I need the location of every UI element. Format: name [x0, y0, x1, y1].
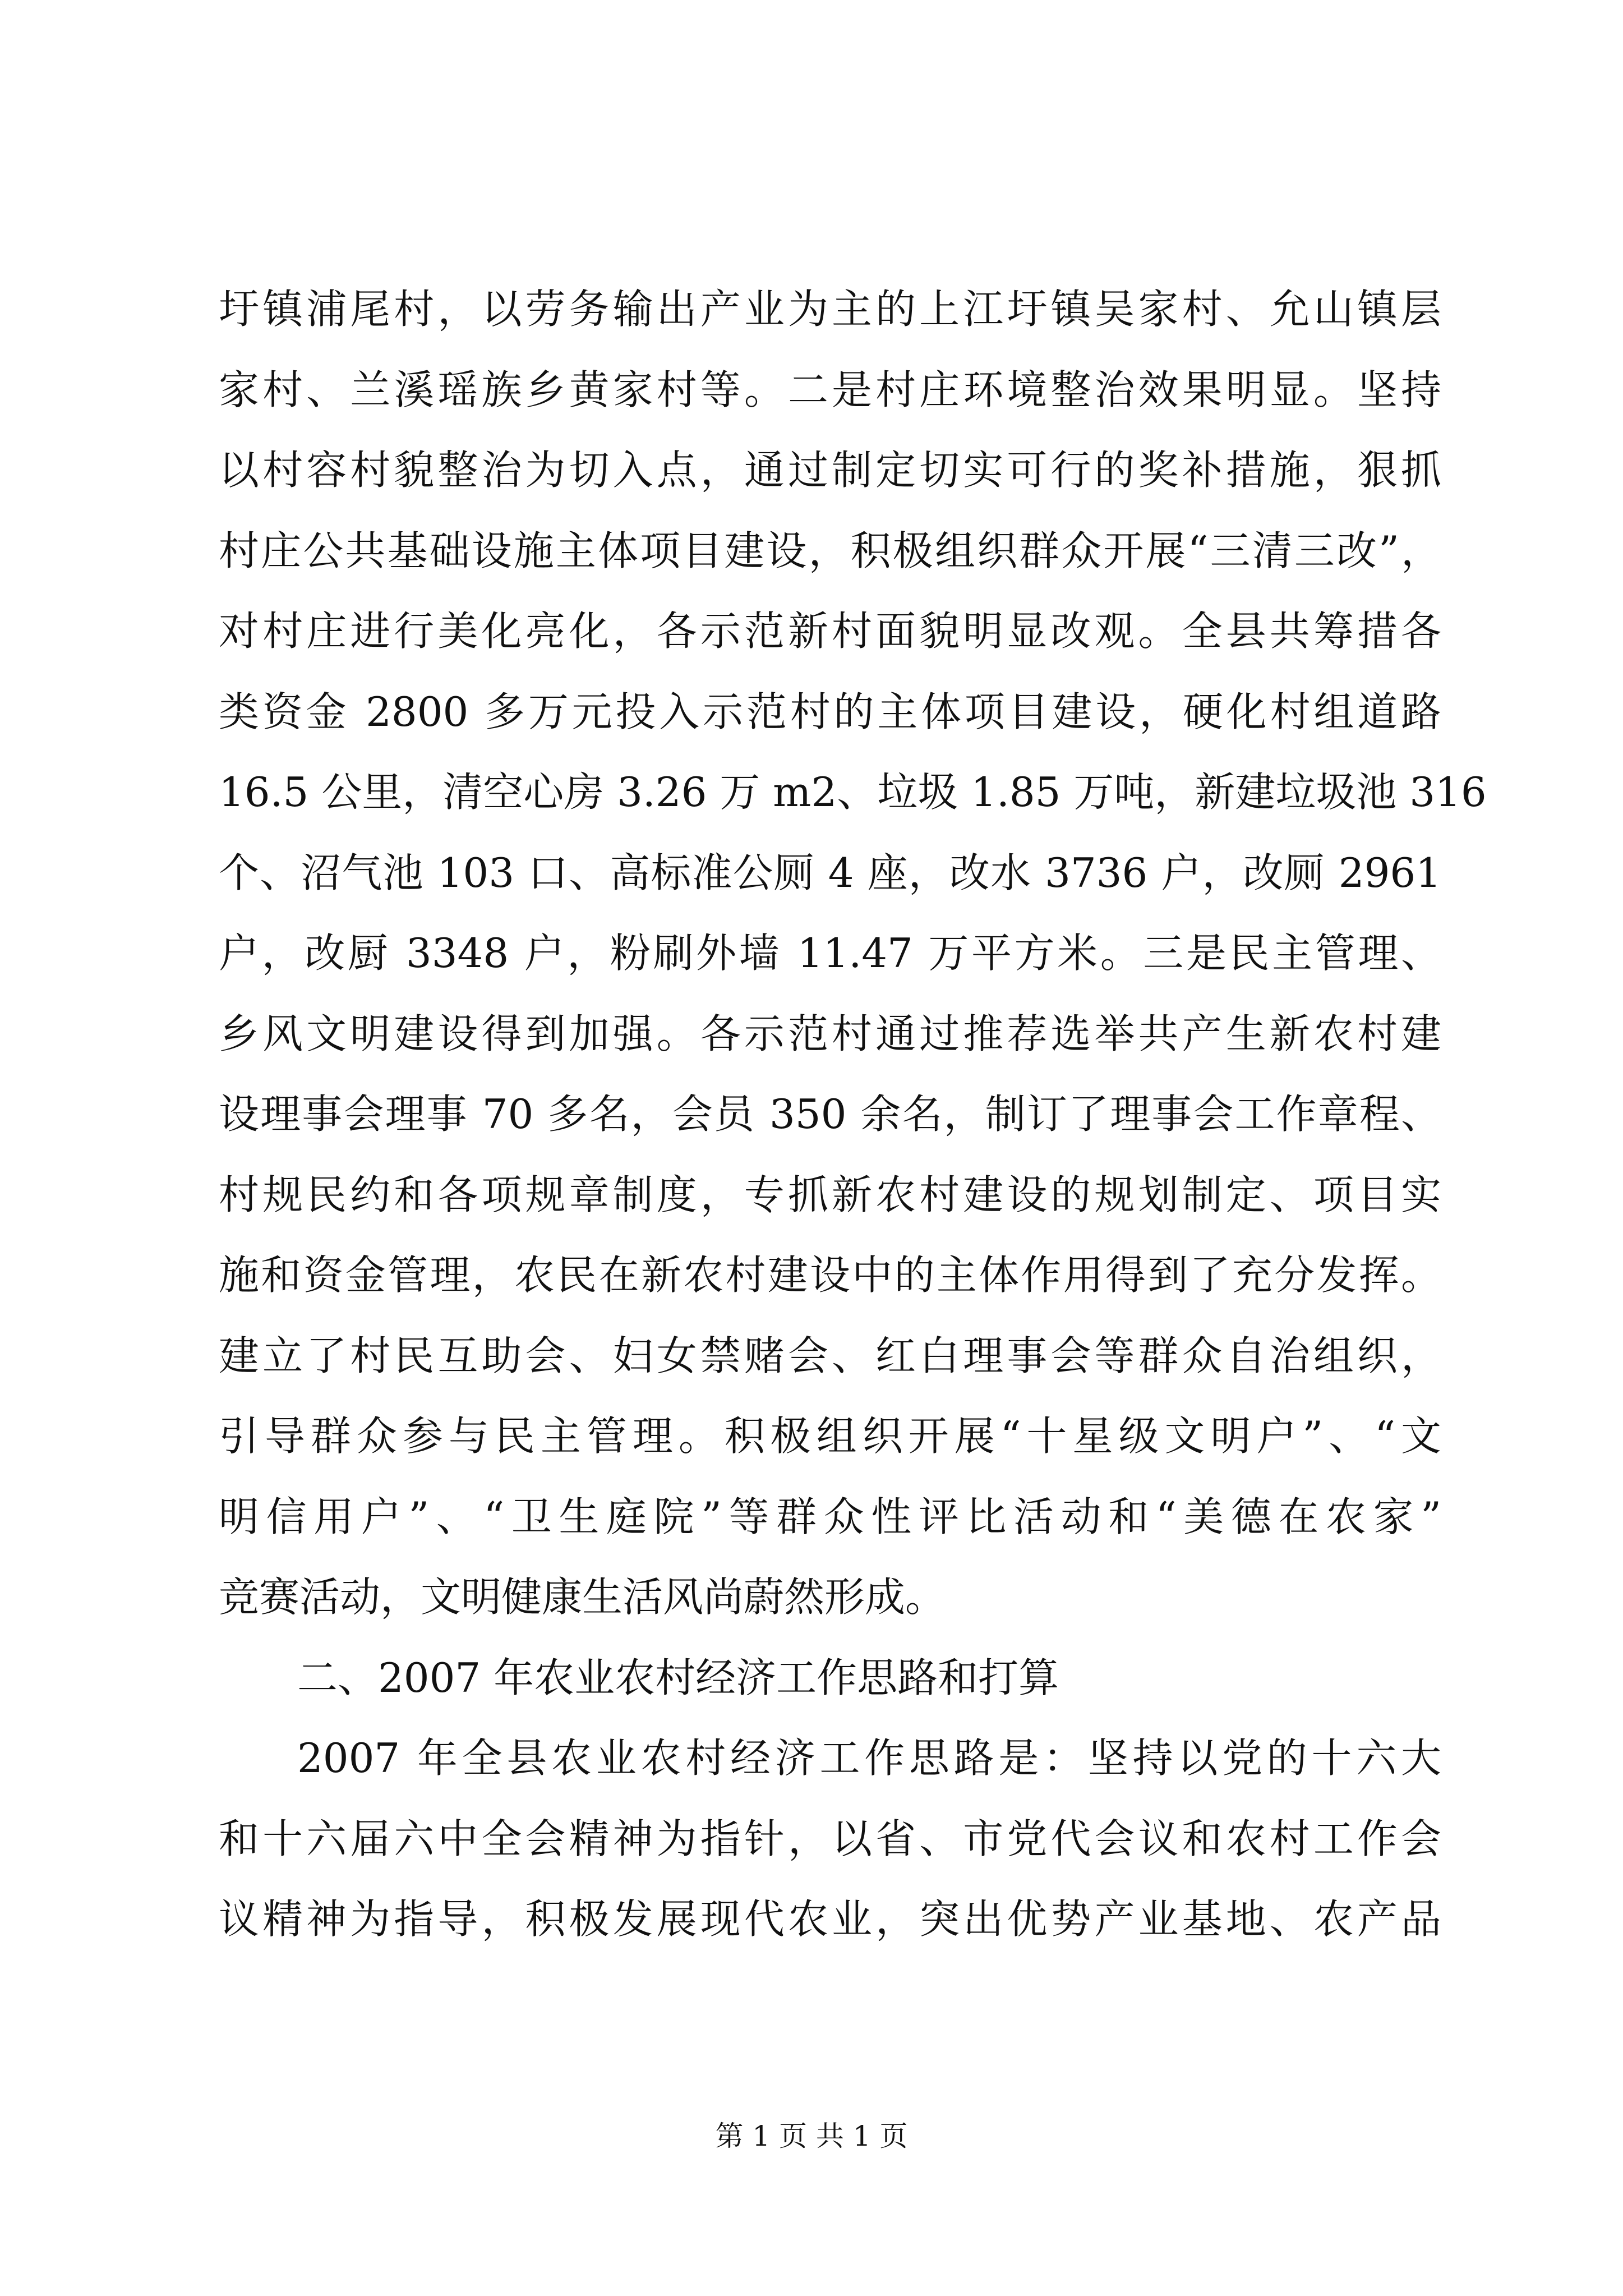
text-line: 以村容村貌整治为切入点，通过制定切实可行的奖补措施，狠抓	[219, 447, 1441, 494]
text-line: 设理事会理事 70 多名，会员 350 余名，制订了理事会工作章程、	[219, 1091, 1441, 1138]
section-heading: 二、2007 年农业农村经济工作思路和打算	[297, 1654, 1059, 1701]
text-line: 类资金 2800 多万元投入示范村的主体项目建设，硬化村组道路	[219, 688, 1441, 735]
page-footer	[0, 2119, 1623, 2153]
text-line: 村规民约和各项规章制度，专抓新农村建设的规划制定、项目实	[219, 1171, 1441, 1218]
text-line: 村庄公共基础设施主体项目建设，积极组织群众开展“三清三改”，	[219, 527, 1441, 574]
text-line: 明信用户”、“卫生庭院”等群众性评比活动和“美德在农家”	[219, 1493, 1441, 1540]
text-line: 乡风文明建设得到加强。各示范村通过推荐选举共产生新农村建	[219, 1010, 1441, 1057]
text-line: 施和资金管理，农民在新农村建设中的主体作用得到了充分发挥。	[219, 1251, 1441, 1299]
text-line: 引导群众参与民主管理。积极组织开展“十星级文明户”、“文	[219, 1412, 1441, 1460]
page-number-label: 第 1 页 共 1 页	[715, 2120, 908, 2152]
text-line: 个、沼气池 103 口、高标准公厕 4 座，改水 3736 户，改厕 2961	[219, 849, 1441, 896]
text-line: 建立了村民互助会、妇女禁赌会、红白理事会等群众自治组织，	[219, 1332, 1441, 1379]
text-line: 2007 年全县农业农村经济工作思路是：坚持以党的十六大	[297, 1734, 1441, 1782]
text-line: 16.5 公里，清空心房 3.26 万 m2、垃圾 1.85 万吨，新建垃圾池 316	[219, 769, 1487, 816]
text-line: 家村、兰溪瑶族乡黄家村等。二是村庄环境整治效果明显。坚持	[219, 366, 1441, 413]
text-line: 和十六届六中全会精神为指针，以省、市党代会议和农村工作会	[219, 1815, 1441, 1862]
text-line: 对村庄进行美化亮化，各示范新村面貌明显改观。全县共筹措各	[219, 608, 1441, 655]
text-line: 圩镇浦尾村，以劳务输出产业为主的上江圩镇吴家村、允山镇层	[219, 286, 1441, 333]
text-line: 议精神为指导，积极发展现代农业，突出优势产业基地、农产品	[219, 1895, 1441, 1943]
text-line: 竞赛活动，文明健康生活风尚蔚然形成。	[219, 1573, 946, 1621]
text-line: 户，改厨 3348 户，粉刷外墙 11.47 万平方米。三是民主管理、	[219, 930, 1441, 977]
document-body	[219, 269, 1487, 1960]
